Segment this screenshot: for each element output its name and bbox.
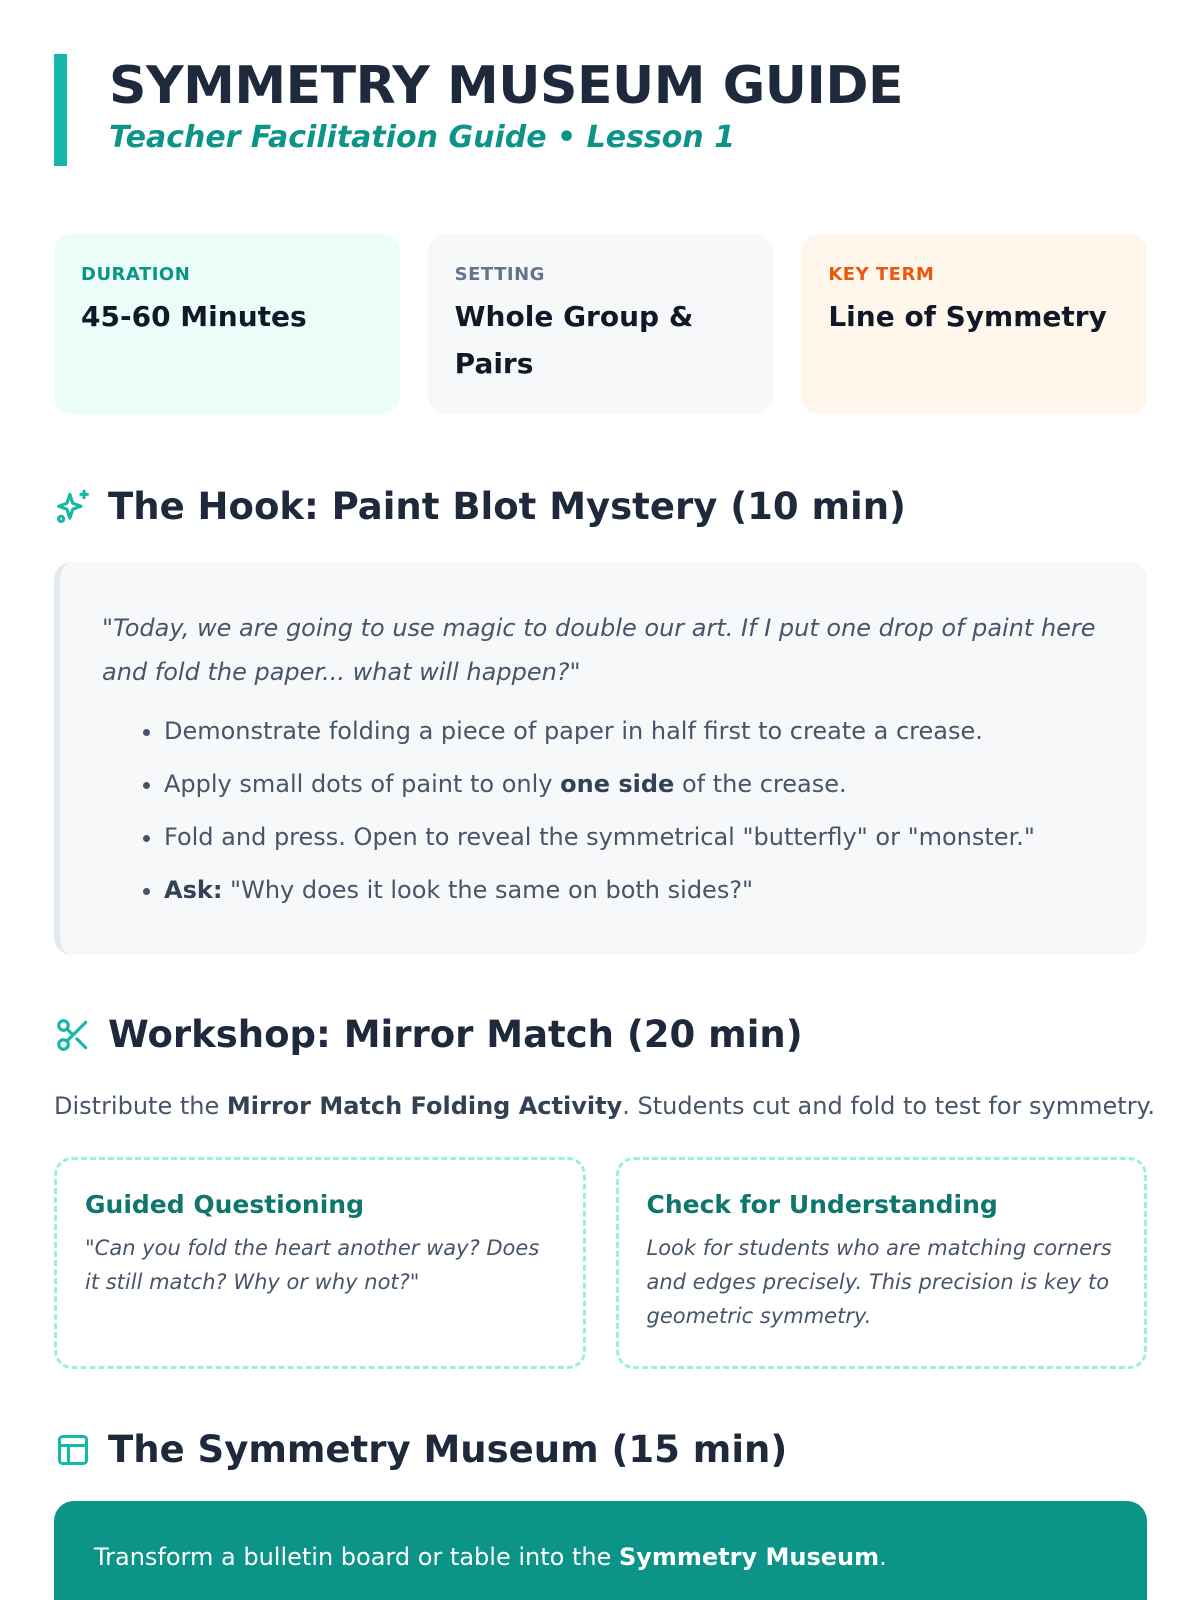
sparkles-icon xyxy=(54,488,92,526)
hook-quote: "Today, we are going to use magic to double our art. If I put one drop of paint here and fold the paper... what will happen?" xyxy=(102,614,1096,686)
scissors-icon xyxy=(54,1016,92,1054)
callout-title: Check for Understanding xyxy=(646,1190,998,1219)
page-subtitle: Teacher Facilitation Guide • Lesson 1 xyxy=(109,120,736,155)
museum-name: Symmetry Museum xyxy=(618,1543,880,1571)
setting-card xyxy=(428,234,774,414)
duration-card xyxy=(54,234,400,414)
callout-title: Guided Questioning xyxy=(85,1190,364,1219)
check-understanding-callout xyxy=(616,1157,1148,1369)
hook-step: • Apply small dots of paint to only one side of the crease. xyxy=(164,767,1105,802)
page-header xyxy=(54,54,903,166)
page-title: SYMMETRY MUSEUM GUIDE xyxy=(109,56,904,116)
hook-step: • Fold and press. Open to reveal the symmetrical "butterfly" or "monster." xyxy=(164,820,1105,855)
hook-title: The Hook: Paint Blot Mystery (10 min) xyxy=(108,485,906,528)
hook-section-heading xyxy=(54,485,906,528)
hook-step: • Demonstrate folding a piece of paper in half first to create a crease. xyxy=(164,714,1105,749)
hook-box xyxy=(54,562,1147,955)
duration-value: 45-60 Minutes xyxy=(81,300,307,333)
key-term-label: KEY TERM xyxy=(828,264,935,285)
workshop-section-heading xyxy=(54,1013,803,1056)
duration-label: DURATION xyxy=(81,264,191,285)
museum-title: The Symmetry Museum (15 min) xyxy=(108,1428,788,1471)
guided-questioning-callout xyxy=(54,1157,586,1369)
key-term-value: Line of Symmetry xyxy=(828,300,1107,333)
activity-name: Mirror Match Folding Activity xyxy=(226,1092,623,1120)
museum-box: Transform a bulletin board or table into the Symmetry Museum. xyxy=(54,1501,1147,1600)
setting-value: Whole Group & Pairs xyxy=(454,300,694,380)
callout-text: Look for students who are matching corners and edges precisely. This precision is key to geometric symmetry. xyxy=(646,1236,1112,1328)
setting-label: SETTING xyxy=(454,264,545,285)
info-cards xyxy=(54,234,1147,414)
callout-text: "Can you fold the heart another way? Does it still match? Why or why not?" xyxy=(85,1236,540,1294)
workshop-title: Workshop: Mirror Match (20 min) xyxy=(108,1013,803,1056)
museum-section-heading xyxy=(54,1428,787,1471)
workshop-intro: Distribute the Mirror Match Folding Activity. Students cut and fold to test for symmetry. xyxy=(54,1092,1155,1120)
layout-icon xyxy=(54,1431,92,1469)
key-term-card xyxy=(801,234,1147,414)
workshop-callouts xyxy=(54,1157,1147,1369)
hook-step: • Ask: "Why does it look the same on both sides?" xyxy=(164,873,1105,908)
hook-steps-list xyxy=(102,714,1105,908)
